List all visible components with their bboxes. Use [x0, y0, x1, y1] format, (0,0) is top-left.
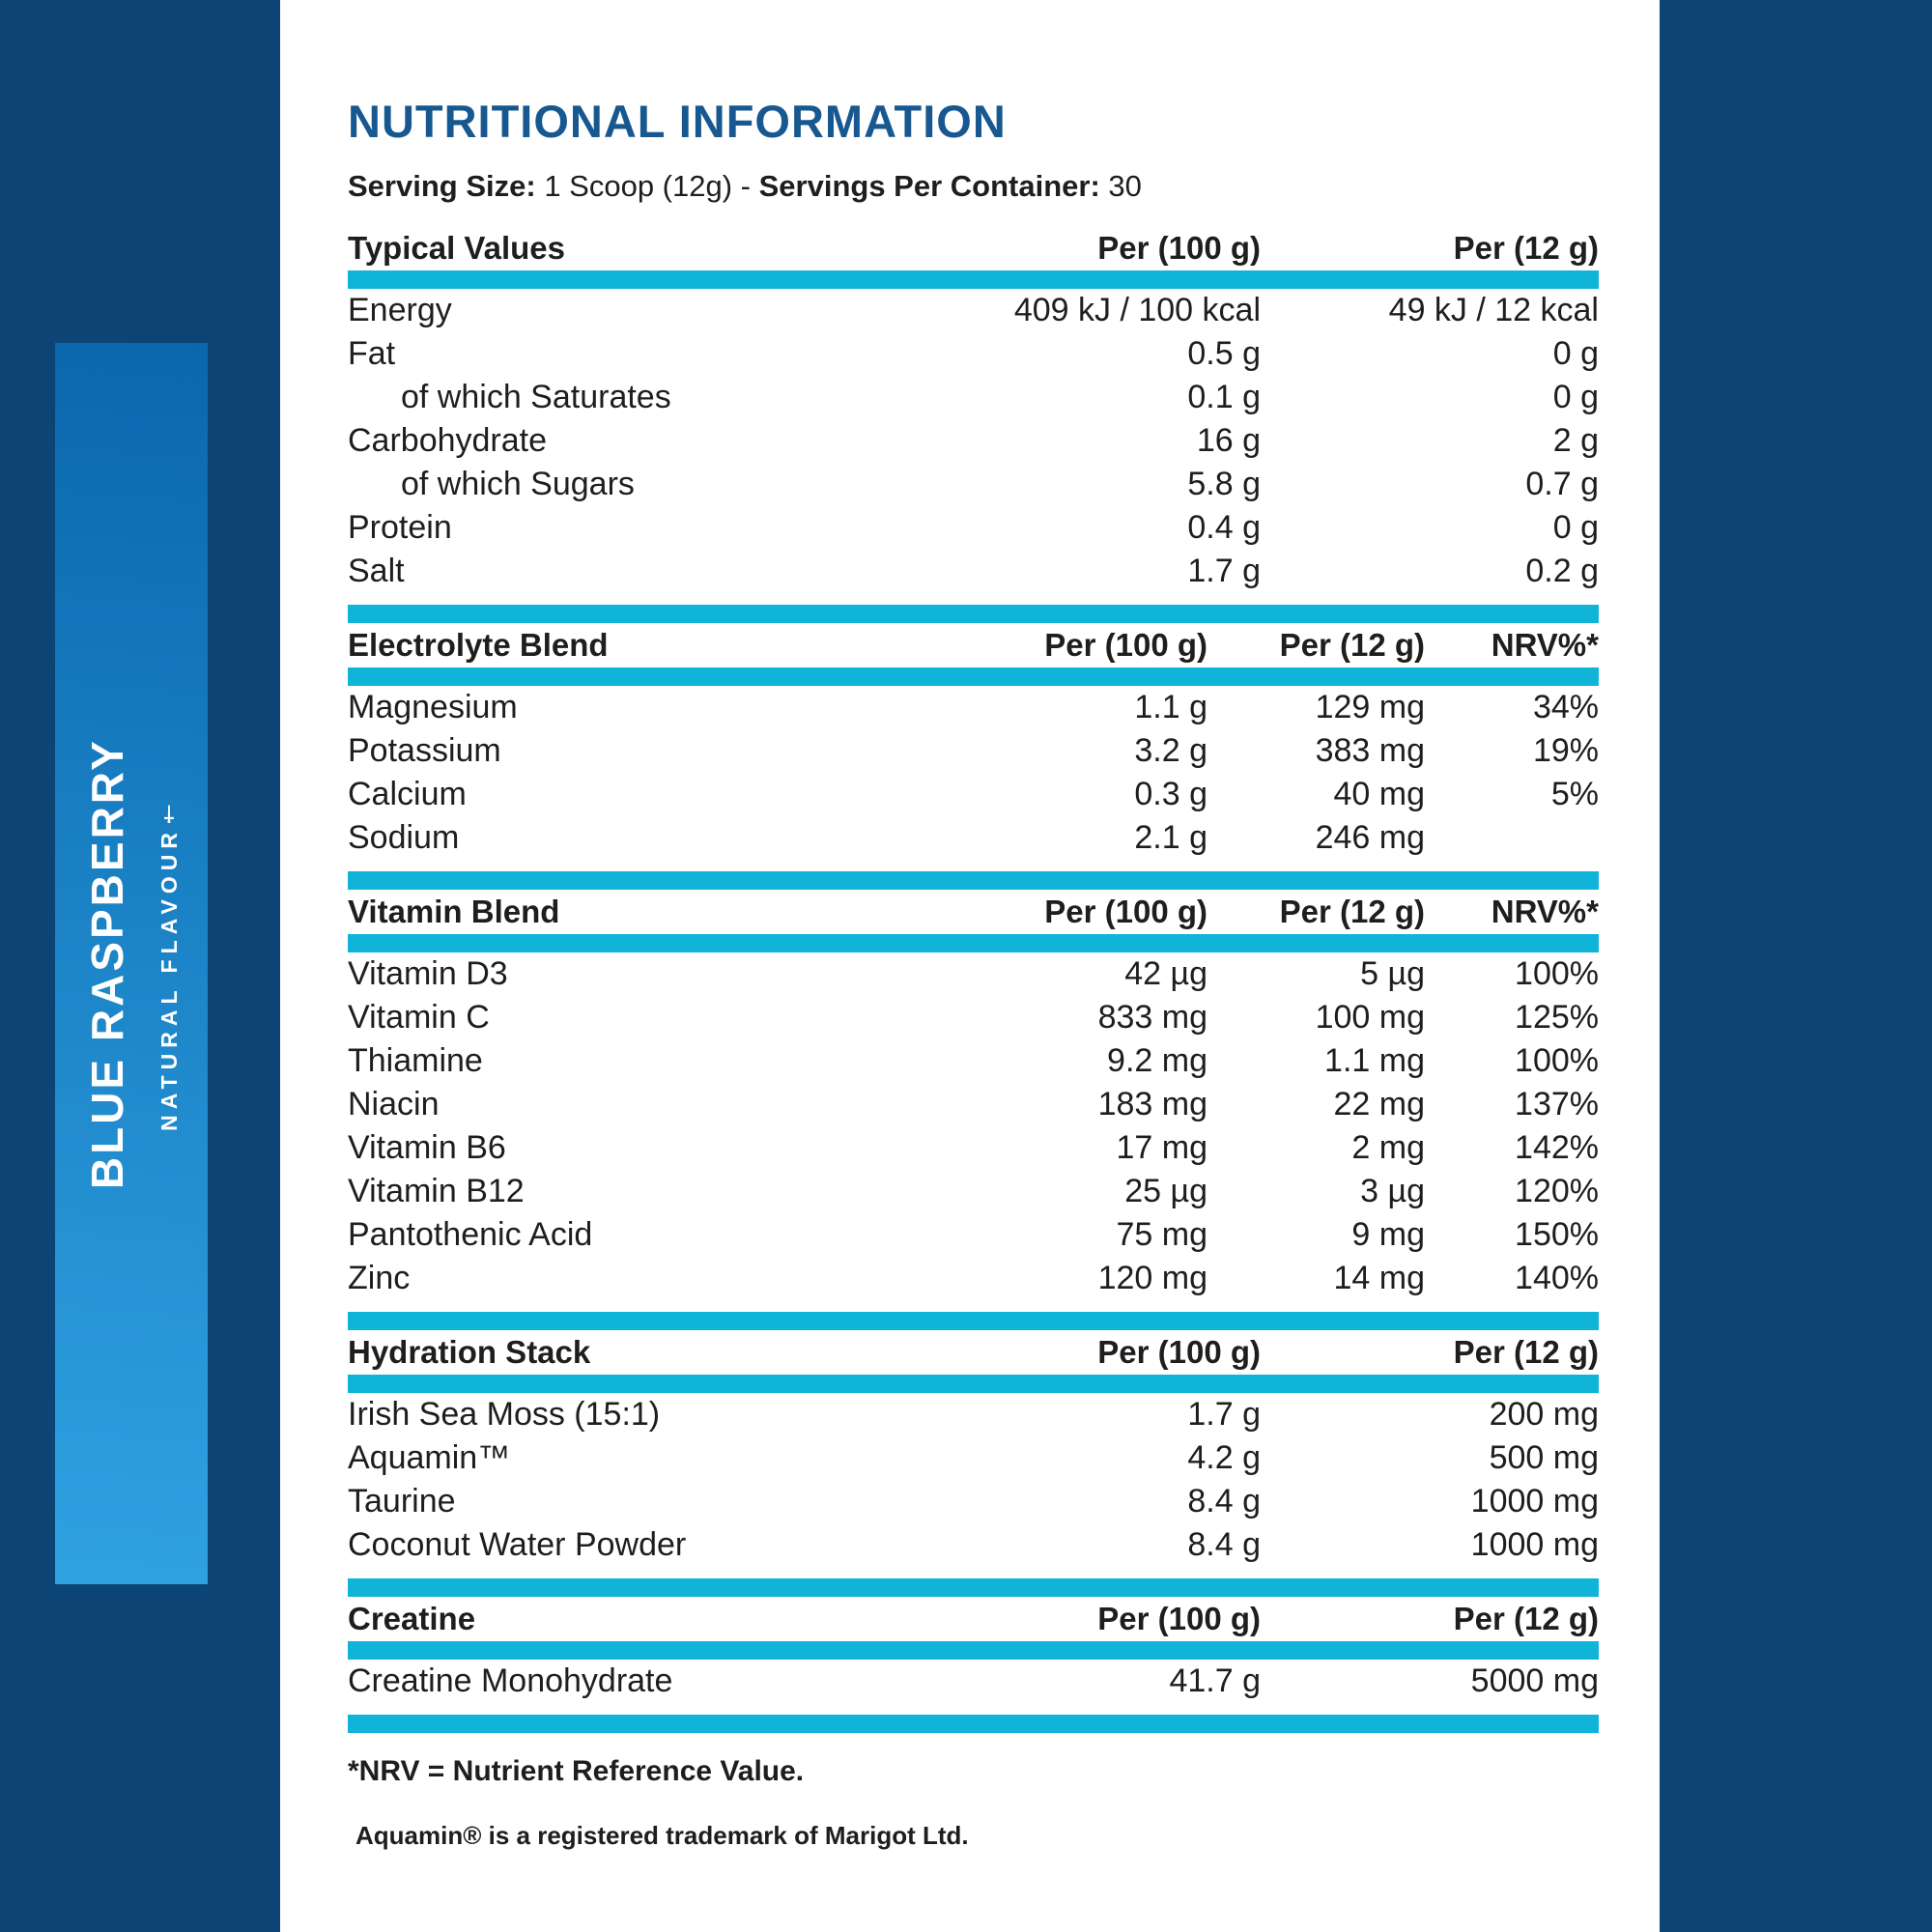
- value-cell: 246 mg: [1315, 819, 1425, 856]
- table-row: [348, 1480, 1599, 1523]
- value-cell: 2 g: [1552, 422, 1599, 459]
- value-cell: 34%: [1532, 689, 1599, 725]
- value-cell: 100%: [1515, 1042, 1599, 1079]
- value-cell: 1000 mg: [1470, 1483, 1599, 1520]
- value-cell: 183 mg: [1097, 1086, 1208, 1122]
- value-cell: 25 µg: [1124, 1173, 1208, 1209]
- value-cell: 500 mg: [1489, 1439, 1599, 1476]
- value-cell: 4.2 g: [1187, 1439, 1261, 1476]
- section-divider-bar: [348, 605, 1599, 623]
- right-navy-border: [1660, 0, 1932, 1932]
- flavour-name: BLUE RASPBERRY: [81, 737, 132, 1190]
- header-underline-bar: [348, 934, 1599, 952]
- row-label: Vitamin D3: [348, 955, 508, 992]
- table-row: [348, 463, 1599, 506]
- value-cell: 19%: [1532, 732, 1599, 769]
- row-label: Aquamin™: [348, 1439, 511, 1476]
- row-label: Calcium: [348, 776, 467, 812]
- value-cell: 200 mg: [1489, 1396, 1599, 1433]
- row-label: Coconut Water Powder: [348, 1526, 687, 1563]
- row-label: Vitamin B12: [348, 1173, 525, 1209]
- row-label: Vitamin C: [348, 999, 490, 1036]
- value-cell: 5000 mg: [1470, 1662, 1599, 1699]
- table-row: [348, 1393, 1599, 1436]
- value-cell: 8.4 g: [1187, 1526, 1261, 1563]
- table-row: [348, 729, 1599, 773]
- column-header: Per (100 g): [1097, 1601, 1261, 1636]
- row-label: Zinc: [348, 1260, 411, 1296]
- serving-size-value: 1 Scoop (12g): [544, 169, 733, 203]
- value-cell: 1.7 g: [1187, 553, 1261, 589]
- value-cell: 3.2 g: [1134, 732, 1208, 769]
- table-row: [348, 686, 1599, 729]
- flavour-band: [55, 343, 208, 1584]
- section-title-creatine: Creatine: [348, 1601, 476, 1636]
- serving-separator: -: [740, 169, 751, 203]
- column-header: Per (12 g): [1453, 230, 1599, 266]
- column-header: NRV%*: [1491, 627, 1599, 663]
- value-cell: 120 mg: [1097, 1260, 1208, 1296]
- row-label: Salt: [348, 553, 405, 589]
- value-cell: 2 mg: [1351, 1129, 1425, 1166]
- column-header: Per (12 g): [1453, 1601, 1599, 1636]
- row-label: Taurine: [348, 1483, 456, 1520]
- table-row: [348, 996, 1599, 1039]
- row-label: Thiamine: [348, 1042, 483, 1079]
- servings-per-container-label: Servings Per Container:: [758, 169, 1100, 203]
- table-row: [348, 506, 1599, 550]
- header-underline-bar: [348, 270, 1599, 289]
- column-header: Per (12 g): [1279, 894, 1425, 929]
- final-divider-bar: [348, 1715, 1599, 1733]
- value-cell: 1.1 mg: [1324, 1042, 1425, 1079]
- section-title-typical-values: Typical Values: [348, 230, 566, 266]
- table-row: [348, 332, 1599, 376]
- value-cell: 0 g: [1552, 335, 1599, 372]
- row-label: Carbohydrate: [348, 422, 548, 459]
- value-cell: 383 mg: [1315, 732, 1425, 769]
- table-row: [348, 419, 1599, 463]
- section-header-hydration-stack: [348, 1330, 1599, 1375]
- value-cell: 8.4 g: [1187, 1483, 1261, 1520]
- table-row: [348, 1257, 1599, 1300]
- value-cell: 1.1 g: [1134, 689, 1208, 725]
- column-header: NRV%*: [1491, 894, 1599, 929]
- row-label: Fat: [348, 335, 396, 372]
- table-row: [348, 1660, 1599, 1703]
- sections: [348, 226, 1599, 1703]
- header-underline-bar: [348, 668, 1599, 686]
- section-title-electrolyte-blend: Electrolyte Blend: [348, 627, 609, 663]
- value-cell: 16 g: [1196, 422, 1261, 459]
- value-cell: 100%: [1515, 955, 1599, 992]
- section-title-vitamin-blend: Vitamin Blend: [348, 894, 560, 929]
- header-underline-bar: [348, 1375, 1599, 1393]
- value-cell: 2.1 g: [1134, 819, 1208, 856]
- flavour-subtitle: NATURAL FLAVOUR†: [156, 796, 182, 1131]
- value-cell: 40 mg: [1333, 776, 1425, 812]
- serving-size-label: Serving Size:: [348, 169, 536, 203]
- section-divider-bar: [348, 1578, 1599, 1597]
- table-row: [348, 1083, 1599, 1126]
- value-cell: 22 mg: [1333, 1086, 1425, 1122]
- nutrition-content: [348, 0, 1599, 1853]
- section-header-typical-values: [348, 226, 1599, 270]
- value-cell: 17 mg: [1116, 1129, 1208, 1166]
- value-cell: 5.8 g: [1187, 466, 1261, 502]
- value-cell: 3 µg: [1360, 1173, 1425, 1209]
- table-row: [348, 773, 1599, 816]
- value-cell: 0 g: [1552, 379, 1599, 415]
- value-cell: 0.4 g: [1187, 509, 1261, 546]
- row-label: Vitamin B6: [348, 1129, 506, 1166]
- table-row: [348, 1436, 1599, 1480]
- table-row: [348, 289, 1599, 332]
- table-row: [348, 376, 1599, 419]
- table-row: [348, 1523, 1599, 1567]
- section-divider-bar: [348, 1312, 1599, 1330]
- value-cell: 9 mg: [1351, 1216, 1425, 1253]
- row-label: Pantothenic Acid: [348, 1216, 593, 1253]
- section-header-electrolyte-blend: [348, 623, 1599, 668]
- value-cell: 9.2 mg: [1107, 1042, 1208, 1079]
- value-cell: 0.3 g: [1134, 776, 1208, 812]
- row-label: of which Sugars: [401, 466, 635, 502]
- value-cell: 125%: [1515, 999, 1599, 1036]
- value-cell: 0.2 g: [1525, 553, 1599, 589]
- table-row: [348, 952, 1599, 996]
- header-underline-bar: [348, 1641, 1599, 1660]
- value-cell: 833 mg: [1097, 999, 1208, 1036]
- column-header: Per (12 g): [1279, 627, 1425, 663]
- table-row: [348, 1126, 1599, 1170]
- row-label: of which Saturates: [401, 379, 671, 415]
- column-header: Per (100 g): [1097, 1334, 1261, 1370]
- value-cell: 5 µg: [1360, 955, 1425, 992]
- value-cell: 49 kJ / 12 kcal: [1388, 292, 1599, 328]
- page-title: NUTRITIONAL INFORMATION: [348, 96, 1007, 147]
- value-cell: 41.7 g: [1169, 1662, 1261, 1699]
- value-cell: 0.1 g: [1187, 379, 1261, 415]
- value-cell: 142%: [1515, 1129, 1599, 1166]
- column-header: Per (100 g): [1044, 894, 1208, 929]
- value-cell: 137%: [1515, 1086, 1599, 1122]
- nrv-footnote: *NRV = Nutrient Reference Value.: [348, 1755, 805, 1787]
- table-row: [348, 550, 1599, 593]
- column-header: Per (100 g): [1044, 627, 1208, 663]
- section-header-creatine: [348, 1597, 1599, 1641]
- value-cell: 0 g: [1552, 509, 1599, 546]
- value-cell: 14 mg: [1333, 1260, 1425, 1296]
- row-label: Protein: [348, 509, 452, 546]
- row-label: Niacin: [348, 1086, 440, 1122]
- aquamin-trademark-footnote: Aquamin® is a registered trademark of Marigot Ltd.: [355, 1821, 969, 1850]
- value-cell: 5%: [1550, 776, 1599, 812]
- row-label: Magnesium: [348, 689, 518, 725]
- table-row: [348, 816, 1599, 860]
- value-cell: 129 mg: [1315, 689, 1425, 725]
- row-label: Potassium: [348, 732, 501, 769]
- value-cell: 100 mg: [1315, 999, 1425, 1036]
- value-cell: 75 mg: [1116, 1216, 1208, 1253]
- column-header: Per (100 g): [1097, 230, 1261, 266]
- servings-per-container-value: 30: [1108, 169, 1142, 203]
- value-cell: 0.7 g: [1525, 466, 1599, 502]
- value-cell: 0.5 g: [1187, 335, 1261, 372]
- column-header: Per (12 g): [1453, 1334, 1599, 1370]
- value-cell: 140%: [1515, 1260, 1599, 1296]
- section-divider-bar: [348, 871, 1599, 890]
- value-cell: 42 µg: [1124, 955, 1208, 992]
- row-label: Creatine Monohydrate: [348, 1662, 673, 1699]
- value-cell: 409 kJ / 100 kcal: [1013, 292, 1261, 328]
- value-cell: 1.7 g: [1187, 1396, 1261, 1433]
- value-cell: 120%: [1515, 1173, 1599, 1209]
- section-title-hydration-stack: Hydration Stack: [348, 1334, 591, 1370]
- row-label: Sodium: [348, 819, 460, 856]
- row-label: Energy: [348, 292, 452, 328]
- table-row: [348, 1170, 1599, 1213]
- serving-line: [348, 166, 1599, 207]
- table-row: [348, 1213, 1599, 1257]
- row-label: Irish Sea Moss (15:1): [348, 1396, 661, 1433]
- value-cell: 150%: [1515, 1216, 1599, 1253]
- value-cell: 1000 mg: [1470, 1526, 1599, 1563]
- section-header-vitamin-blend: [348, 890, 1599, 934]
- table-row: [348, 1039, 1599, 1083]
